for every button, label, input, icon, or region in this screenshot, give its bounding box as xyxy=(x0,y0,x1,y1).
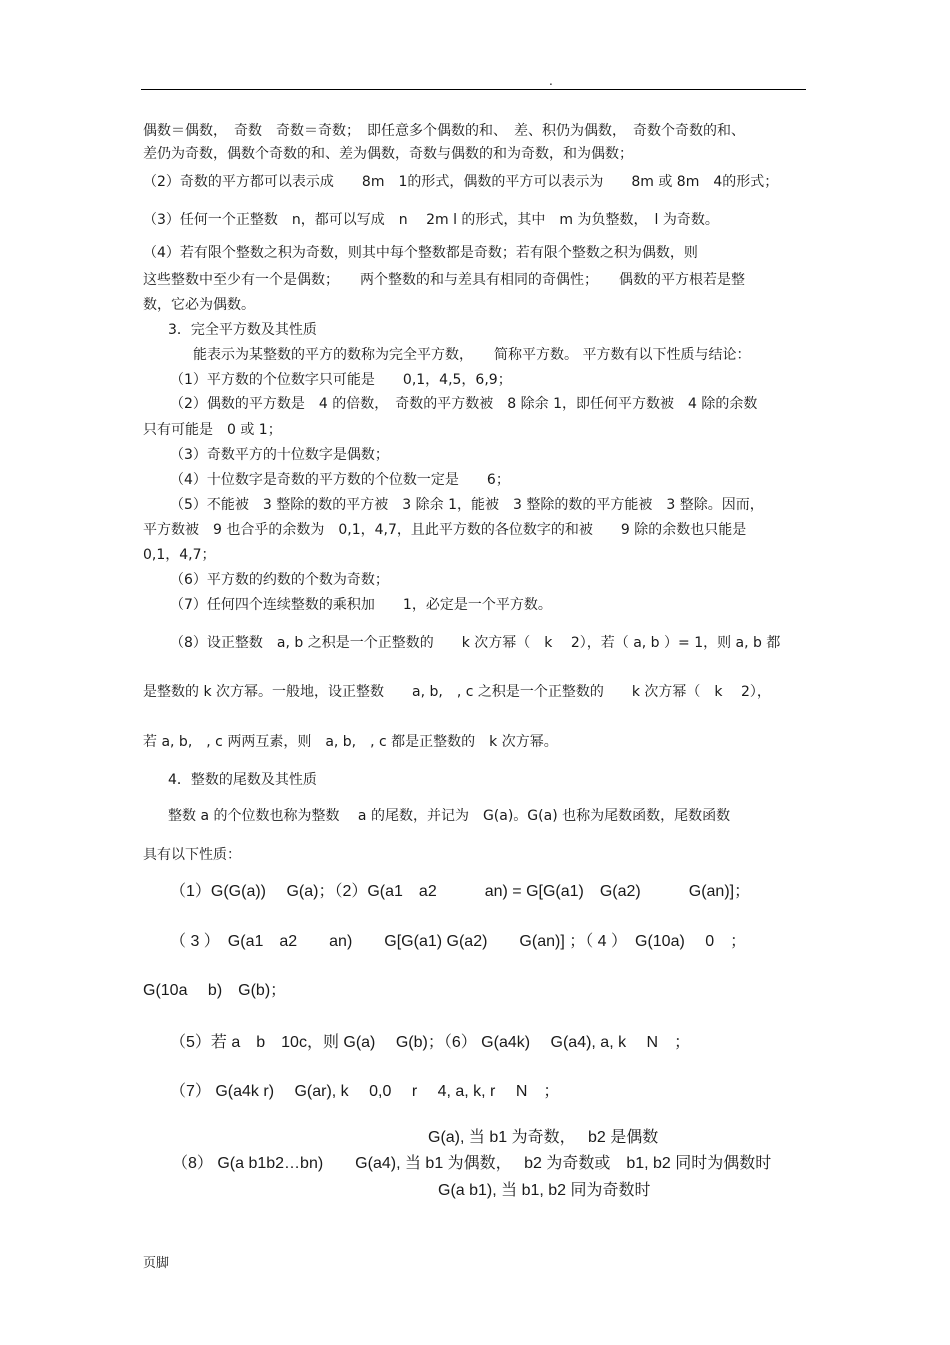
header-rule xyxy=(141,89,806,90)
text-line: （8）设正整数 a, b 之积是一个正整数的 k 次方幂（ k 2），若（ a, b ）= 1，则 a, b 都 xyxy=(170,635,781,651)
text-line: 数，它必为偶数。 xyxy=(143,297,255,313)
text-line: 能表示为某整数的平方的数称为完全平方数， 简称平方数。 平方数有以下性质与结论： xyxy=(193,347,751,363)
section-heading: 4．整数的尾数及其性质 xyxy=(168,772,317,788)
section-heading: 3．完全平方数及其性质 xyxy=(168,322,317,338)
text-line: （4）十位数字是奇数的平方数的个位数一定是 6； xyxy=(170,472,510,488)
text-line: （1）平方数的个位数字只可能是 0,1，4,5，6,9； xyxy=(170,372,512,388)
formula-line: G(10a b) G(b)； xyxy=(143,982,287,999)
text-line: （2）奇数的平方都可以表示成 8m 1的形式，偶数的平方可以表示为 8m 或 8m 4的形式； xyxy=(143,174,779,190)
text-line: 偶数＝偶数， 奇数 奇数＝奇数； 即任意多个偶数的和、 差、积仍为偶数， 奇数个奇数的和、 xyxy=(143,123,745,139)
text-line: （3）奇数平方的十位数字是偶数； xyxy=(170,447,389,463)
text-line: 具有以下性质： xyxy=(143,847,241,863)
text-line: 只有可能是 0 或 1； xyxy=(143,422,282,438)
page-footer: 页脚 xyxy=(143,1256,170,1271)
text-line: （6）平方数的约数的个数为奇数； xyxy=(170,572,389,588)
header-dot: . xyxy=(549,74,553,88)
text-line: 0,1，4,7； xyxy=(143,547,216,563)
text-line: 是整数的 k 次方幂。一般地，设正整数 a, b, , c 之积是一个正整数的 k 次方幂（ k 2）， xyxy=(143,684,771,700)
formula-line: （7） G(a4k r) G(ar), k 0,0 r 4, a, k, r N ； xyxy=(170,1083,560,1100)
formula-line: （8） G(a b1b2…bn) G(a4), 当 b1 为偶数， b2 为奇数或 b1, b2 同时为偶数时 xyxy=(172,1155,772,1172)
text-line: 整数 a 的个位数也称为整数 a 的尾数，并记为 G(a)。G(a) 也称为尾数函数，尾数函数 xyxy=(168,808,731,824)
text-line: （4）若有限个整数之积为奇数，则其中每个整数都是奇数；若有限个整数之积为偶数，则 xyxy=(143,245,698,261)
text-line: 若 a, b, , c 两两互素，则 a, b, , c 都是正整数的 k 次方幂。 xyxy=(143,734,558,750)
text-line: 差仍为奇数，偶数个奇数的和、差为偶数，奇数与偶数的和为奇数，和为偶数； xyxy=(143,146,633,162)
formula-line: （ 3 ） G(a1 a2 an) G[G(a1) G(a2) G(an)] ；（ 4 ） G(10a) 0 ； xyxy=(170,933,747,950)
formula-line: （1）G(G(a)) G(a)；（2）G(a1 a2 an) = G[G(a1) G(a2) G(an)]； xyxy=(170,883,751,900)
text-line: 平方数被 9 也合乎的余数为 0,1，4,7，且此平方数的各位数字的和被 9 除的余数也只能是 xyxy=(143,522,747,538)
formula-line: （5）若 a b 10c，则 G(a) G(b)；（6） G(a4k) G(a4), a, k N ； xyxy=(170,1034,691,1051)
text-line: 这些整数中至少有一个是偶数； 两个整数的和与差具有相同的奇偶性； 偶数的平方根若是整 xyxy=(143,272,745,288)
text-line: （3）任何一个正整数 n，都可以写成 n 2m l 的形式，其中 m 为负整数， l 为奇数。 xyxy=(143,212,719,228)
text-line: （2）偶数的平方数是 4 的倍数， 奇数的平方数被 8 除余 1，即任何平方数被 4 除的余数 xyxy=(170,396,758,412)
formula-case: G(a), 当 b1 为奇数， b2 是偶数 xyxy=(428,1129,659,1146)
text-line: （7）任何四个连续整数的乘积加 1，必定是一个平方数。 xyxy=(170,597,552,613)
formula-case: G(a b1), 当 b1, b2 同为奇数时 xyxy=(438,1182,651,1199)
text-line: （5）不能被 3 整除的数的平方被 3 除余 1，能被 3 整除的数的平方能被 3 整除。因而， xyxy=(170,497,764,513)
